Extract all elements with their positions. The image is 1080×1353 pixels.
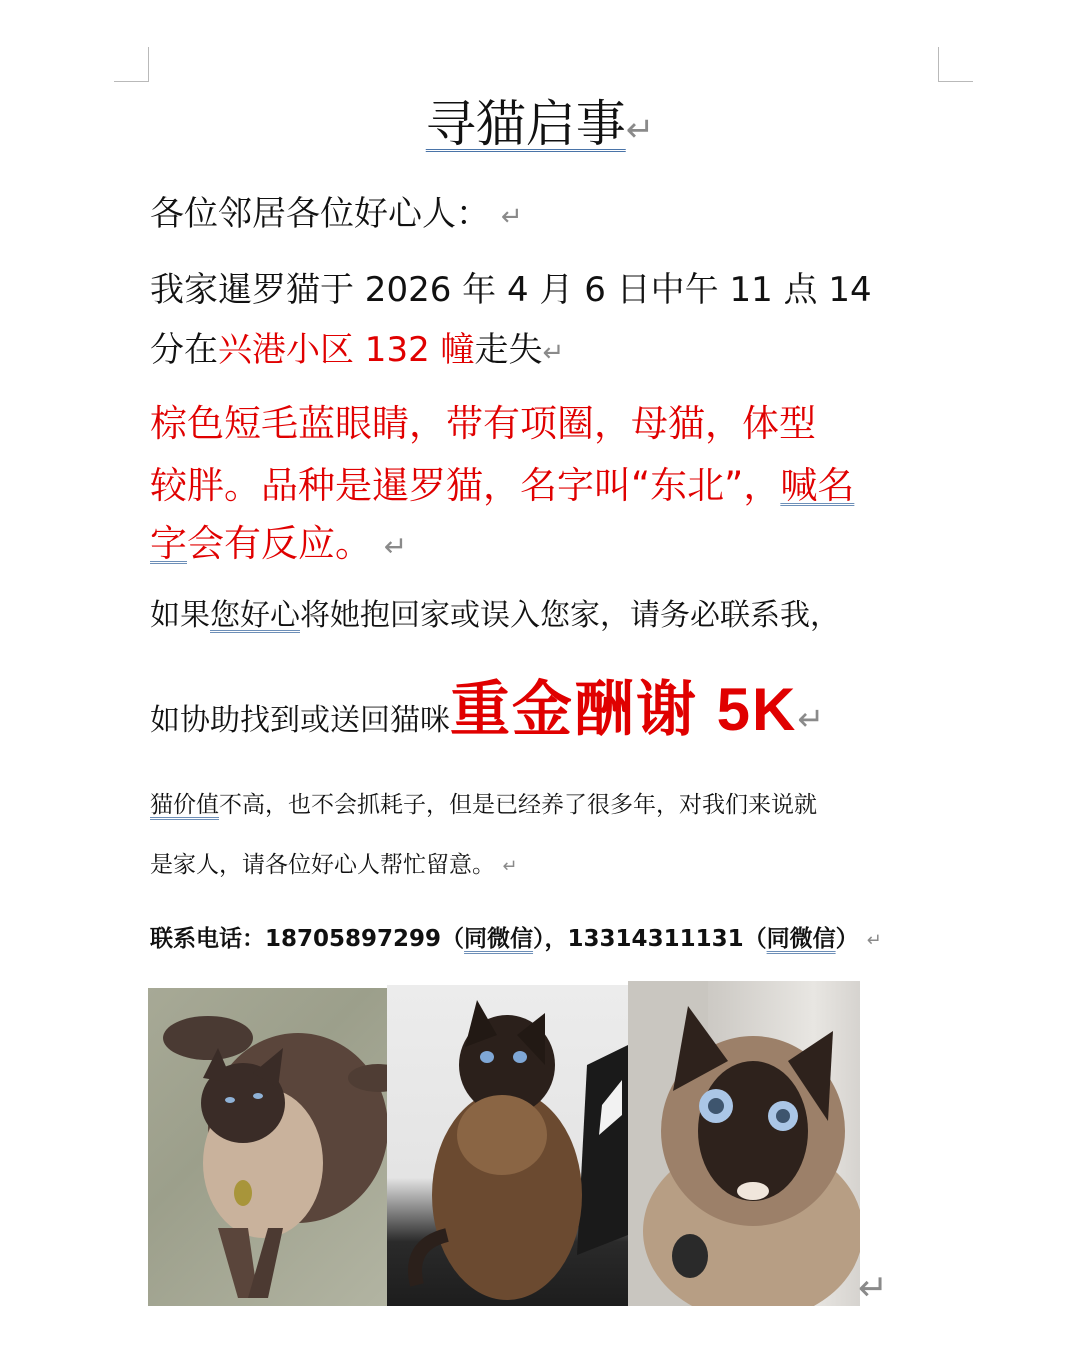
- cat-lying-illustration: [148, 988, 387, 1306]
- contact-label: 联系电话：: [150, 926, 265, 952]
- cat-closeup-illustration: [628, 981, 860, 1306]
- note-text-underlined: 猫价值: [150, 792, 219, 818]
- request-text: 如果: [150, 598, 210, 633]
- cat-photo-1[interactable]: [148, 988, 387, 1306]
- description-line-1: [150, 393, 816, 447]
- description-text-underlined: 喊名: [780, 464, 855, 507]
- lost-info-line-2: [150, 322, 564, 371]
- note-line-1: [150, 786, 817, 819]
- paren: ）: [533, 926, 545, 952]
- lost-location: 兴港小区 132 幢: [218, 330, 475, 370]
- paragraph-mark-icon: ↵: [797, 700, 825, 738]
- description-text: 会有反应。: [187, 522, 372, 565]
- page-title: [0, 92, 1080, 162]
- lost-date-text: 我家暹罗猫于 2026 年 4 月 6 日中午 11 点 14: [150, 270, 872, 310]
- lost-info-line-1: [150, 262, 872, 311]
- request-line-2: [150, 662, 824, 748]
- paragraph-mark-icon: ↵: [542, 338, 565, 368]
- lost-suffix: 走失: [474, 330, 543, 370]
- page-corner-mark-top-right: [938, 47, 973, 82]
- paragraph-mark-icon: ↵: [502, 856, 518, 877]
- paren: （: [743, 926, 767, 952]
- lost-prefix: 分在: [150, 330, 218, 370]
- paragraph-mark-icon: ↵: [500, 202, 523, 232]
- paren: （: [441, 926, 465, 952]
- wechat-note-2: 同微信: [766, 926, 836, 952]
- description-text: 较胖。品种是暹罗猫，名字叫“东北”，: [150, 464, 781, 507]
- cat-photo-2[interactable]: [387, 985, 628, 1306]
- request-text: 将她抱回家或误入您家，请务必联系我，: [300, 598, 840, 633]
- paren: ）: [835, 926, 859, 952]
- phone-number-1: 18705897299: [265, 926, 442, 952]
- paragraph-mark-icon: ↵: [383, 530, 408, 563]
- cat-photo-3[interactable]: [628, 981, 860, 1306]
- wechat-note-1: 同微信: [464, 926, 534, 952]
- paragraph-mark-icon: ↵: [625, 110, 655, 150]
- note-line-2: [150, 846, 517, 879]
- cat-sitting-illustration: [387, 985, 628, 1306]
- description-line-2: [150, 455, 854, 509]
- description-text: 棕色短毛蓝眼睛，带有项圈，母猫，体型: [150, 402, 816, 445]
- request-text-underlined: 您好心: [210, 598, 300, 633]
- note-text: 不高，也不会抓耗子，但是已经养了很多年，对我们来说就: [219, 792, 817, 818]
- greeting-paragraph: [150, 186, 523, 235]
- comma: ，: [544, 926, 568, 952]
- greeting-text: 各位邻居各位好心人：: [150, 194, 490, 234]
- description-line-3: [150, 513, 407, 567]
- request-text: 如协助找到或送回猫咪: [150, 703, 450, 738]
- phone-number-2: 13314311131: [567, 926, 744, 952]
- title-text: 寻猫启事: [425, 95, 626, 153]
- reward-text: 重金酬谢 5K: [450, 676, 798, 743]
- contact-paragraph: [150, 920, 882, 953]
- description-text-underlined: 字: [150, 522, 187, 565]
- request-line-1: [150, 590, 840, 634]
- paragraph-mark-icon: ↵: [858, 1268, 889, 1309]
- page-corner-mark-top-left: [114, 47, 149, 82]
- paragraph-mark-icon: ↵: [866, 930, 882, 951]
- note-text: 是家人，请各位好心人帮忙留意。: [150, 852, 495, 878]
